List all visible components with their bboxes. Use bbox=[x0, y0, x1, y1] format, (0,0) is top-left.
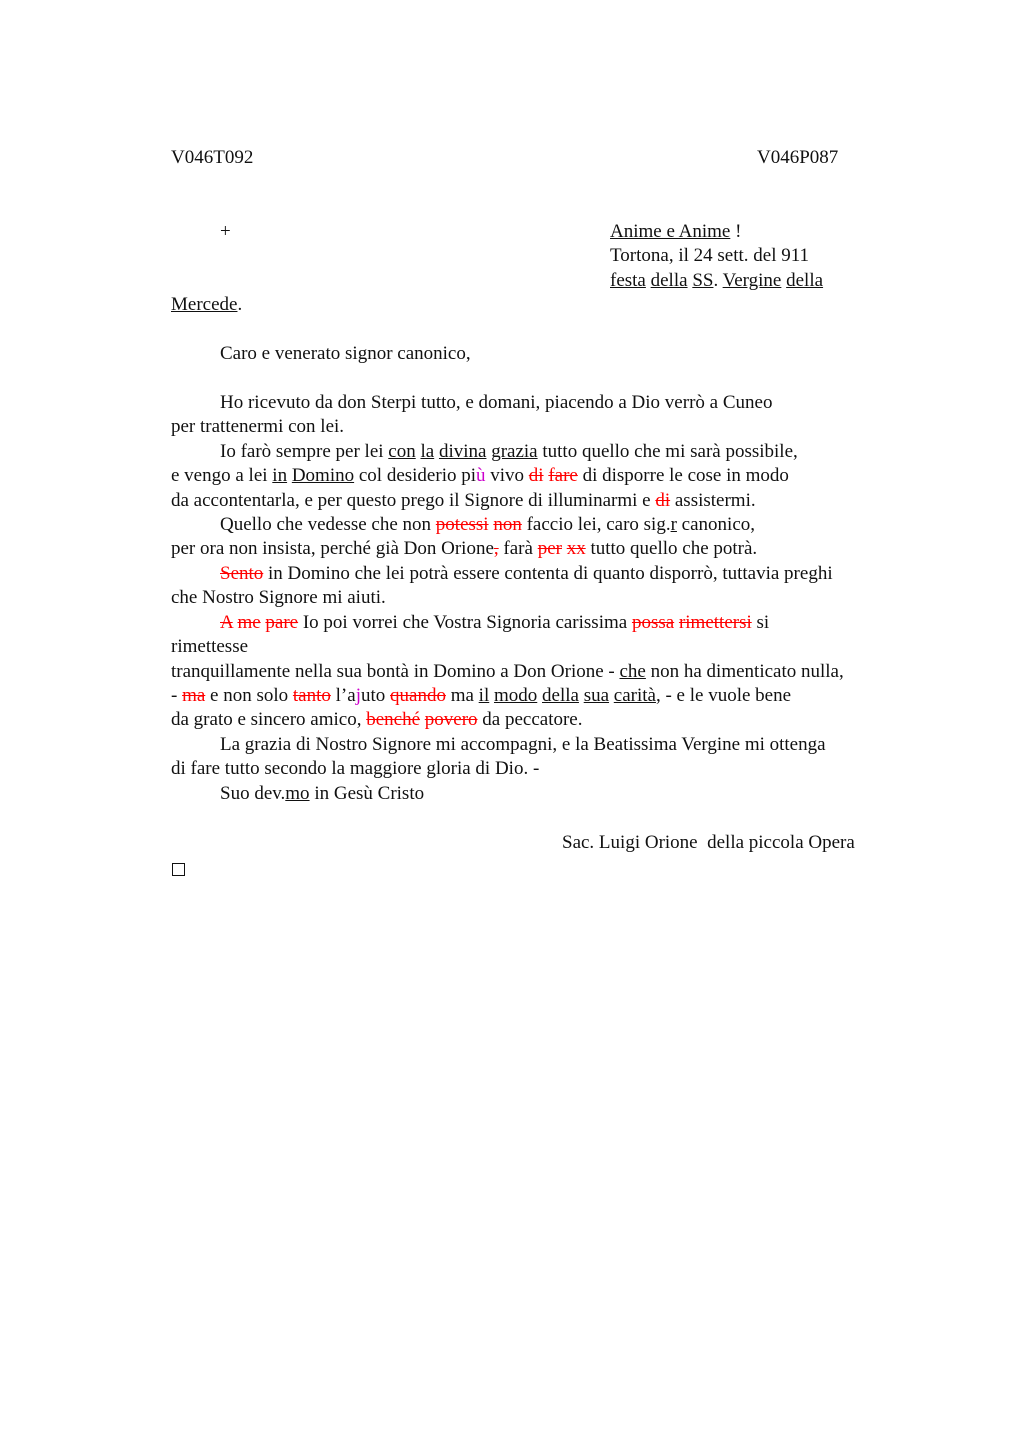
heading-line-1: Anime e Anime ! bbox=[610, 221, 742, 242]
p5-line-3: tranquillamente nella sua bontà in Domino a Don Orione - che non ha dimenticato nulla, bbox=[171, 661, 844, 682]
p2-line-2: e vengo a lei in Domino col desiderio più vivo di fare di disporre le cose in modo bbox=[171, 465, 789, 486]
p5-line-4: - ma e non solo tanto l’ajuto quando ma il modo della sua carità, - e le vuole bene bbox=[171, 685, 792, 706]
closing: Suo dev.mo in Gesù Cristo bbox=[220, 783, 425, 804]
p3-line-2: per ora non insista, perché già Don Orione, farà per xx tutto quello che potrà. bbox=[171, 538, 758, 559]
salutation: Caro e venerato signor canonico, bbox=[220, 343, 471, 364]
p5-line-1: A me pare Io poi vorrei che Vostra Signoria carissima possa rimettersi si bbox=[220, 612, 770, 633]
p2-line-1: Io farò sempre per lei con la divina grazia tutto quello che mi sarà possibile, bbox=[220, 441, 798, 462]
p6-line-1: La grazia di Nostro Signore mi accompagni, e la Beatissima Vergine mi ottenga bbox=[220, 734, 826, 755]
end-box-icon bbox=[172, 859, 185, 883]
cross-mark: + bbox=[220, 221, 231, 242]
doc-code-right: V046P087 bbox=[757, 147, 839, 168]
p4-line-1: Sento in Domino che lei potrà essere contenta di quanto disporrò, tuttavia preghi bbox=[220, 563, 833, 584]
p1-line-2: per trattenermi con lei. bbox=[171, 416, 345, 437]
p2-line-3: da accontentarla, e per questo prego il Signore di illuminarmi e di assistermi. bbox=[171, 490, 756, 511]
doc-code-left: V046T092 bbox=[171, 147, 254, 168]
p1-line-1: Ho ricevuto da don Sterpi tutto, e domani, piacendo a Dio verrò a Cuneo bbox=[220, 392, 773, 413]
p5-line-5: da grato e sincero amico, benché povero da peccatore. bbox=[171, 709, 583, 730]
heading-line-3: festa della SS. Vergine della bbox=[610, 270, 824, 291]
p6-line-2: di fare tutto secondo la maggiore gloria di Dio. - bbox=[171, 758, 540, 779]
p4-line-2: che Nostro Signore mi aiuti. bbox=[171, 587, 386, 608]
heading-line-4: Mercede. bbox=[171, 294, 243, 315]
heading-line-2: Tortona, il 24 sett. del 911 bbox=[610, 245, 810, 266]
p3-line-1: Quello che vedesse che non potessi non faccio lei, caro sig.r canonico, bbox=[220, 514, 755, 535]
signature: Sac. Luigi Orione della piccola Opera bbox=[562, 832, 855, 853]
p5-line-2: rimettesse bbox=[171, 636, 249, 657]
